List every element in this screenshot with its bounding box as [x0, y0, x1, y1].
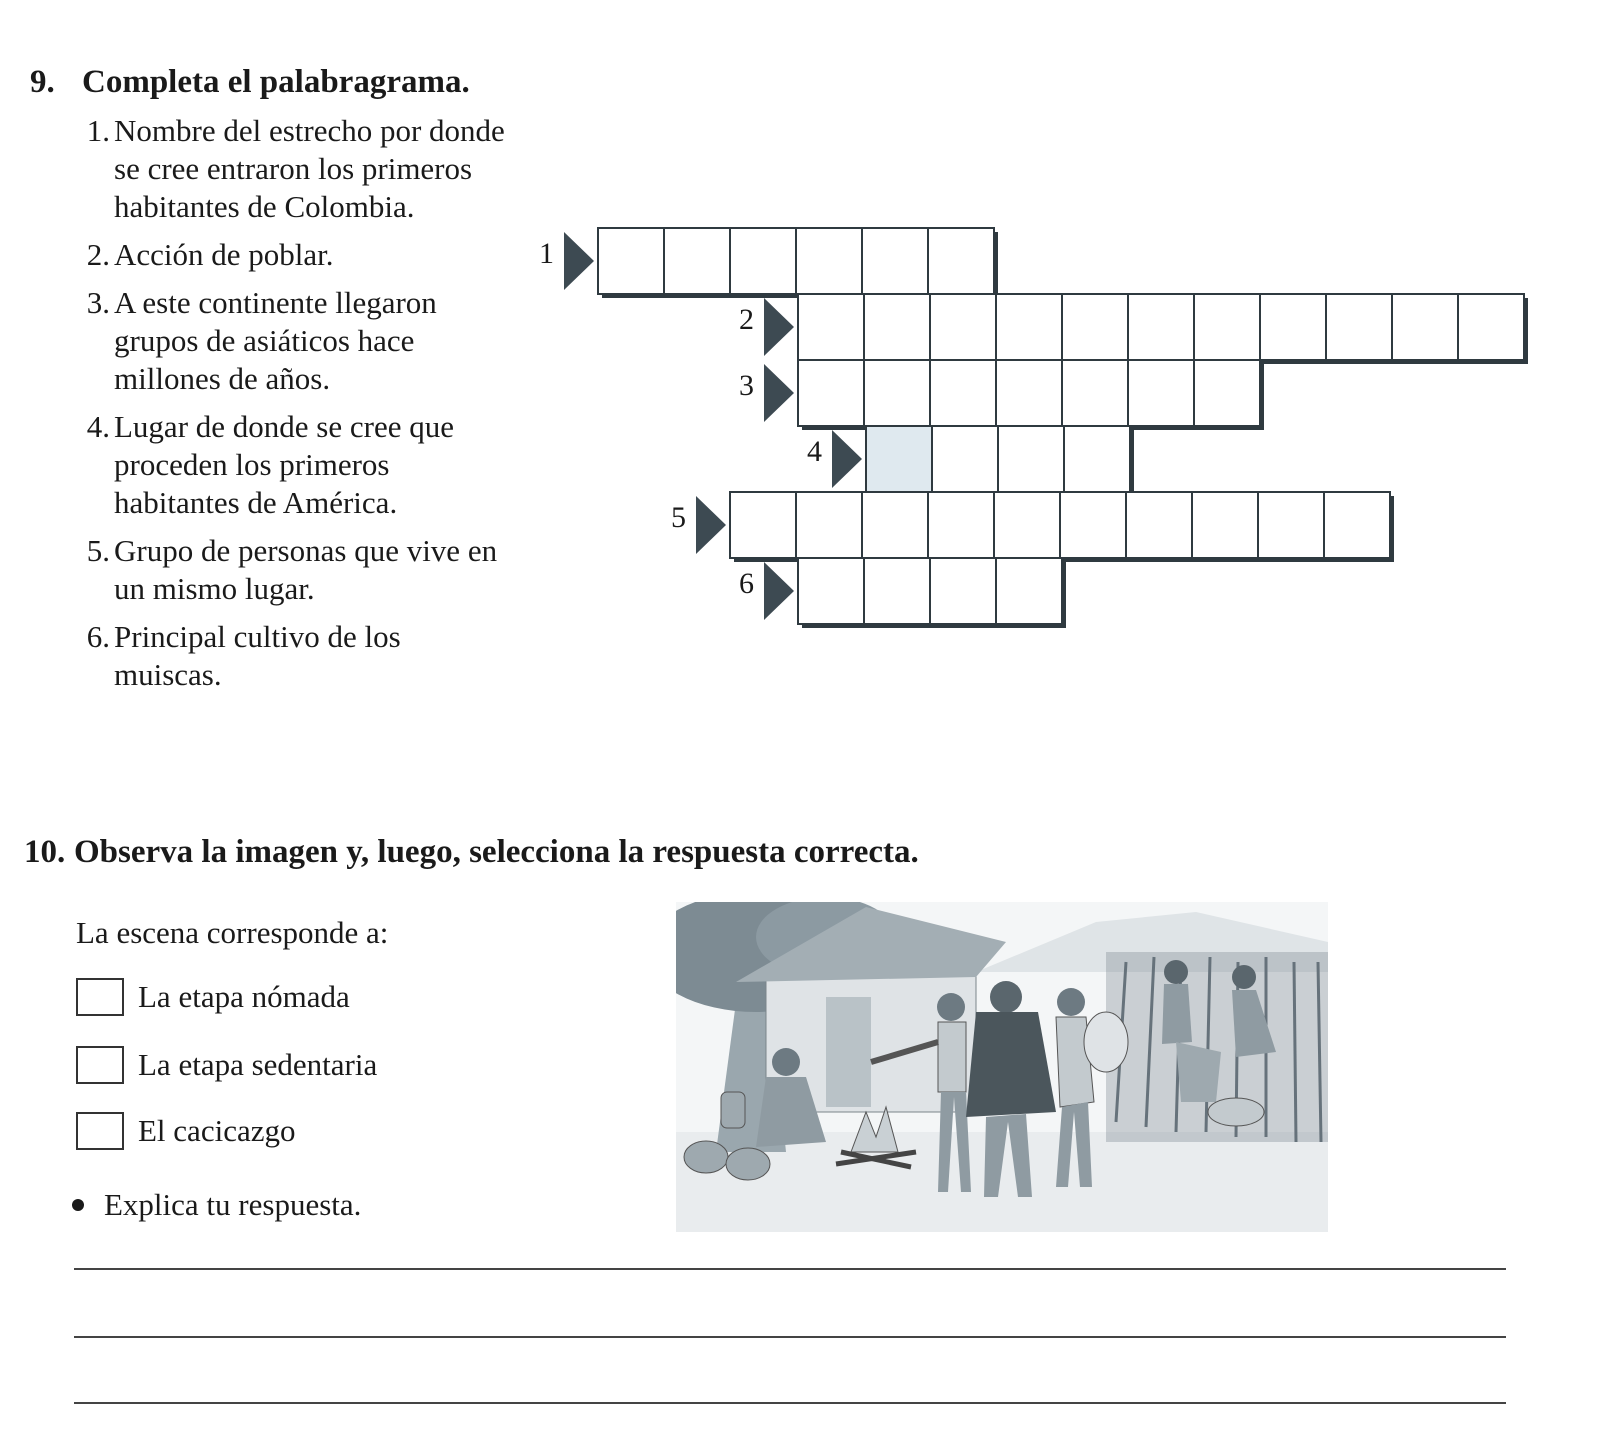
option-label: La etapa sedentaria: [138, 1047, 378, 1082]
option-etapa-nomada: [76, 978, 350, 1016]
crossword-cell[interactable]: [862, 228, 928, 294]
crossword-cell[interactable]: [866, 426, 932, 492]
crossword-cell[interactable]: [1260, 294, 1326, 360]
option-checkbox-sedentaria[interactable]: [76, 1046, 124, 1084]
answer-line-3[interactable]: [74, 1402, 1506, 1404]
crossword-row-label: 3: [739, 369, 754, 402]
clue-text: Lugar de donde se cree que proceden los primeros habitantes de América.: [114, 409, 454, 520]
crossword-cell[interactable]: [996, 558, 1062, 624]
row-arrow-icon: [764, 364, 794, 422]
question-10-heading: Observa la imagen y, luego, selecciona la respuesta correcta.: [74, 834, 919, 870]
option-checkbox-cacicazgo[interactable]: [76, 1112, 124, 1150]
crossword-cell[interactable]: [730, 228, 796, 294]
clue-item-5: [74, 532, 514, 608]
crossword-cell[interactable]: [864, 360, 930, 426]
crossword-cell[interactable]: [796, 228, 862, 294]
clue-text: Acción de poblar.: [114, 237, 334, 272]
question-10-title: [24, 832, 919, 872]
clue-text: A este continente llegaron grupos de asiáticos hace millones de años.: [114, 285, 437, 396]
crossword-cell[interactable]: [862, 492, 928, 558]
question-10-intro: La escena corresponde a:: [76, 915, 389, 950]
bullet-icon: [72, 1199, 84, 1211]
question-9-heading: Completa el palabragrama.: [82, 64, 470, 100]
crossword-cell[interactable]: [798, 558, 864, 624]
crossword-cell[interactable]: [996, 294, 1062, 360]
question-9-number: 9.: [30, 64, 55, 100]
crossword-cell[interactable]: [798, 360, 864, 426]
crossword-cell[interactable]: [864, 294, 930, 360]
crossword-cell[interactable]: [598, 228, 664, 294]
crossword-cell[interactable]: [1194, 360, 1260, 426]
crossword-cell[interactable]: [1062, 360, 1128, 426]
clue-number: 4.: [86, 409, 110, 444]
crossword-cell[interactable]: [1064, 426, 1130, 492]
row-arrow-icon: [764, 298, 794, 356]
crossword-cell[interactable]: [928, 228, 994, 294]
crossword-cell[interactable]: [1324, 492, 1390, 558]
option-cacicazgo: [76, 1112, 295, 1150]
crossword-cell[interactable]: [1194, 294, 1260, 360]
crossword-cell[interactable]: [1458, 294, 1524, 360]
crossword-cell[interactable]: [994, 492, 1060, 558]
clue-item-3: [74, 284, 514, 398]
crossword-clues-list: [74, 112, 514, 704]
clue-number: 6.: [86, 619, 110, 654]
clue-number: 5.: [86, 533, 110, 568]
clue-number: 1.: [86, 113, 110, 148]
row-arrow-icon: [696, 496, 726, 554]
village-scene-illustration: [676, 902, 1328, 1232]
crossword-cell[interactable]: [1126, 492, 1192, 558]
crossword-cell[interactable]: [1060, 492, 1126, 558]
row-arrow-icon: [764, 562, 794, 620]
answer-line-1[interactable]: [74, 1268, 1506, 1270]
question-9-title: [30, 62, 470, 102]
clue-item-1: [74, 112, 514, 226]
row-arrow-icon: [832, 430, 862, 488]
crossword-cell[interactable]: [1192, 492, 1258, 558]
crossword-cell[interactable]: [932, 426, 998, 492]
crossword-cell[interactable]: [1258, 492, 1324, 558]
crossword-cell[interactable]: [930, 558, 996, 624]
crossword-cell[interactable]: [664, 228, 730, 294]
crossword-cell[interactable]: [730, 492, 796, 558]
crossword-cell[interactable]: [1326, 294, 1392, 360]
clue-item-4: [74, 408, 514, 522]
clue-number: 2.: [86, 237, 110, 272]
crossword-row-label: 1: [539, 237, 554, 270]
option-checkbox-nomada[interactable]: [76, 978, 124, 1016]
crossword-cell[interactable]: [864, 558, 930, 624]
crossword-cell[interactable]: [1062, 294, 1128, 360]
answer-line-2[interactable]: [74, 1336, 1506, 1338]
crossword-cell[interactable]: [998, 426, 1064, 492]
crossword-cell[interactable]: [930, 294, 996, 360]
clue-text: Grupo de personas que vive en un mismo lugar.: [114, 533, 498, 606]
clue-text: Nombre del estrecho por donde se cree entraron los primeros habitantes de Colombia.: [114, 113, 505, 224]
crossword-row-label: 5: [671, 501, 686, 534]
row-arrow-icon: [564, 232, 594, 290]
crossword-cell[interactable]: [796, 492, 862, 558]
clue-text: Principal cultivo de los muiscas.: [114, 619, 401, 692]
crossword-row-label: 2: [739, 303, 754, 336]
explain-prompt: [72, 1186, 361, 1224]
option-etapa-sedentaria: [76, 1046, 377, 1084]
clue-item-2: [74, 236, 514, 274]
crossword-cell[interactable]: [928, 492, 994, 558]
question-10-number: 10.: [24, 834, 66, 870]
crossword-cell[interactable]: [798, 294, 864, 360]
crossword-row-label: 6: [739, 567, 754, 600]
clue-item-6: [74, 618, 514, 694]
crossword-row-label: 4: [807, 435, 822, 468]
crossword-cell[interactable]: [1128, 360, 1194, 426]
crossword-cell[interactable]: [930, 360, 996, 426]
crossword-cell[interactable]: [996, 360, 1062, 426]
explain-prompt-text: Explica tu respuesta.: [104, 1187, 362, 1222]
clue-number: 3.: [86, 285, 110, 320]
crossword-cell[interactable]: [1128, 294, 1194, 360]
option-label: El cacicazgo: [138, 1113, 296, 1148]
crossword-cell[interactable]: [1392, 294, 1458, 360]
option-label: La etapa nómada: [138, 979, 350, 1014]
